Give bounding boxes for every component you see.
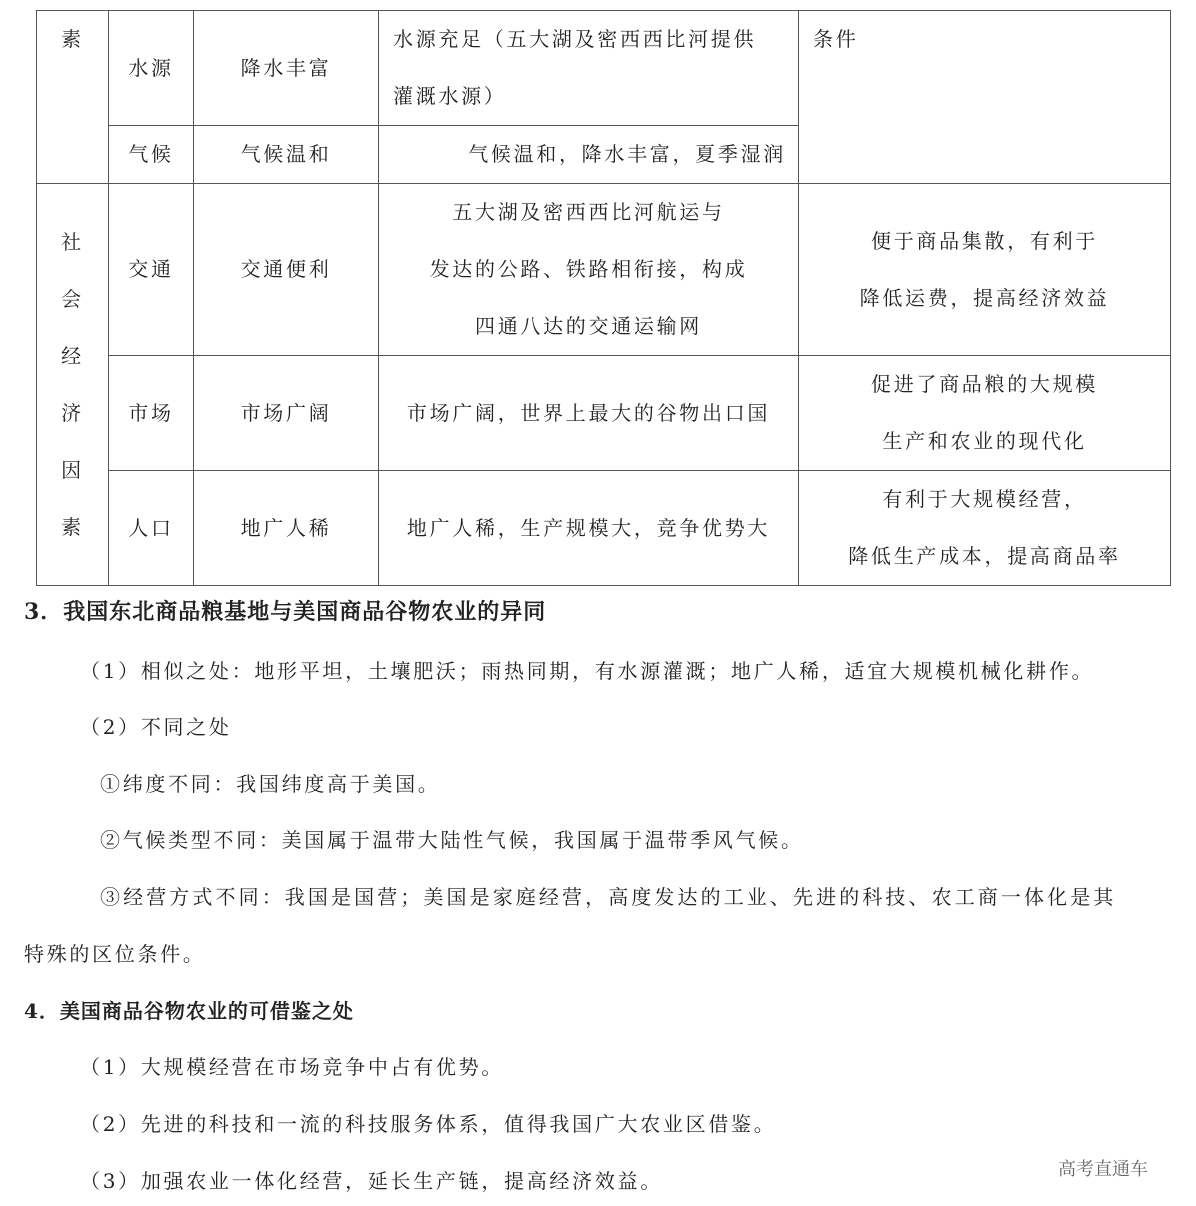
feature-cell: 交通便利 (194, 184, 379, 356)
location-factors-table (36, 10, 1171, 586)
paragraph: ①纬度不同：我国纬度高于美国。 (100, 772, 441, 796)
paragraph: （3）加强农业一体化经营，延长生产链，提高经济效益。 (80, 1169, 663, 1193)
effect-line: 降低生产成本，提高商品率 (848, 544, 1121, 568)
category-char: 社 (61, 229, 84, 254)
desc-line: 水源充足（五大湖及密西西比河提供 (393, 27, 757, 51)
effect-line: 便于商品集散，有利于 (871, 228, 1098, 253)
desc-cell: 市场广阔，世界上最大的谷物出口国 (379, 356, 799, 471)
desc-cell (379, 11, 799, 126)
feature-cell: 地广人稀 (194, 471, 379, 586)
category-char: 素 (61, 514, 84, 539)
watermark: 高考直通车 (1058, 1159, 1148, 1180)
category-char: 因 (61, 457, 84, 482)
feature-cell: 市场广阔 (194, 356, 379, 471)
section-4-heading: 4．美国商品谷物农业的可借鉴之处 (24, 999, 354, 1023)
paragraph: （2）先进的科技和一流的科技服务体系，值得我国广大农业区借鉴。 (80, 1112, 777, 1136)
desc-line: 五大湖及密西西比河航运与 (452, 200, 725, 224)
category-char: 济 (61, 400, 84, 425)
category-char: 经 (61, 343, 84, 368)
effect-cell (799, 184, 1171, 356)
section-3-heading: 3．我国东北商品粮基地与美国商品谷物农业的异同 (24, 599, 547, 625)
effect-cell (799, 471, 1171, 586)
factor-cell: 交通 (109, 184, 194, 356)
factor-cell: 人口 (109, 471, 194, 586)
desc-line: 灌溉水源） (393, 84, 507, 108)
paragraph: ②气候类型不同：美国属于温带大陆性气候，我国属于温带季风气候。 (100, 828, 804, 852)
natural-factor-cell (37, 11, 109, 184)
category-label: 素 (61, 27, 84, 51)
effect-cell: 条件 (799, 11, 1171, 184)
factor-cell: 市场 (109, 356, 194, 471)
desc-line: 发达的公路、铁路相衔接，构成 (429, 257, 748, 281)
social-economic-factor-cell (37, 184, 109, 586)
factor-cell: 水源 (109, 11, 194, 126)
category-char: 会 (61, 286, 84, 311)
effect-cell (799, 356, 1171, 471)
effect-line: 降低运费，提高经济效益 (859, 285, 1110, 310)
desc-cell: 气候温和，降水丰富，夏季湿润 (379, 126, 799, 184)
paragraph: ③经营方式不同：我国是国营；美国是家庭经营，高度发达的工业、先进的科技、农工商一体化是其 (100, 885, 1117, 909)
paragraph: （1）大规模经营在市场竞争中占有优势。 (80, 1055, 505, 1079)
effect-line: 促进了商品粮的大规模 (871, 372, 1098, 396)
desc-line: 四通八达的交通运输网 (475, 314, 702, 338)
feature-cell: 降水丰富 (194, 11, 379, 126)
paragraph: （1）相似之处：地形平坦，土壤肥沃；雨热同期，有水源灌溉；地广人稀，适宜大规模机械化耕作。 (80, 659, 1095, 683)
desc-cell: 地广人稀，生产规模大，竞争优势大 (379, 471, 799, 586)
effect-line: 生产和农业的现代化 (882, 429, 1087, 453)
paragraph: 特殊的区位条件。 (24, 942, 206, 966)
effect-line: 有利于大规模经营， (882, 487, 1087, 511)
desc-cell (379, 184, 799, 356)
feature-cell: 气候温和 (194, 126, 379, 184)
factor-cell: 气候 (109, 126, 194, 184)
paragraph: （2）不同之处 (80, 715, 232, 739)
